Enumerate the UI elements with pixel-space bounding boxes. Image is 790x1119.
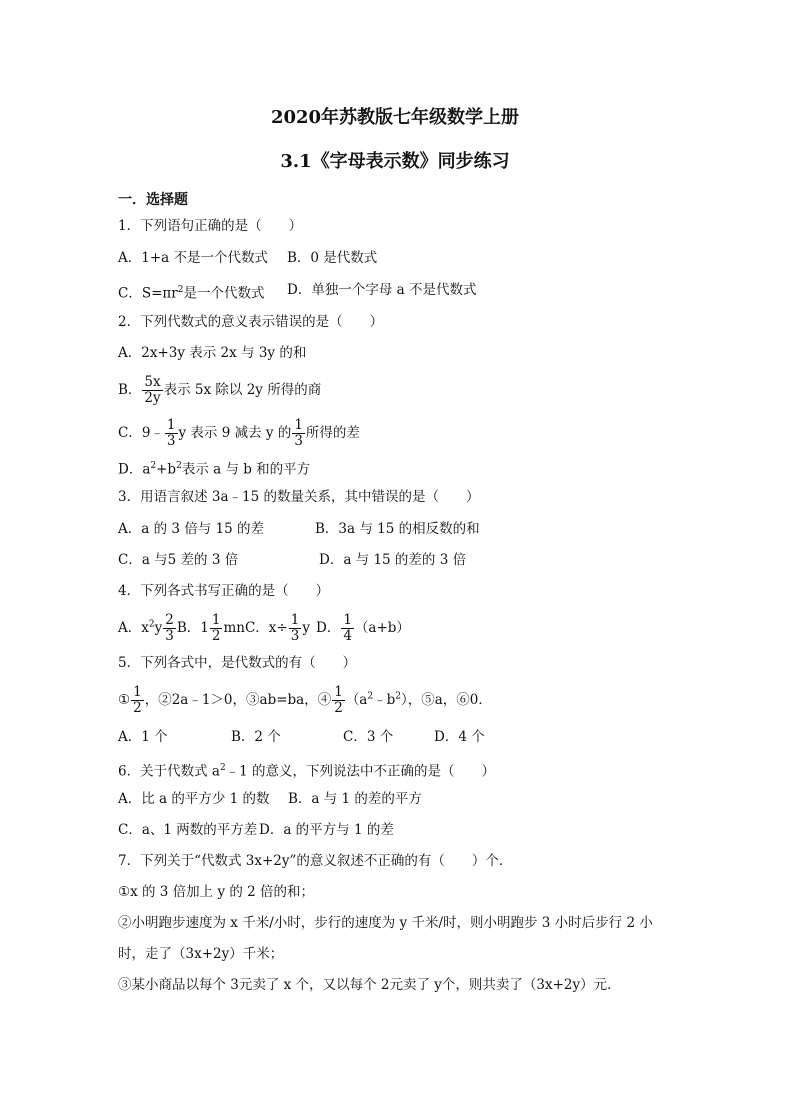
document-subtitle: 3.1《字母表示数》同步练习 bbox=[280, 151, 510, 172]
fraction: $\frac{1}{2}$ bbox=[334, 684, 343, 716]
q1-option-d: D．单独一个字母 a 不是代数式 bbox=[287, 282, 477, 298]
q1-option-a: A．1+a 不是一个代数式 bbox=[118, 250, 268, 266]
q6-option-b: B．a 与 1 的差的平方 bbox=[288, 791, 422, 807]
question-4-stem: 4．下列各式书写正确的是（ ） bbox=[118, 583, 330, 599]
q2-option-a: A．2x+3y 表示 2x 与 3y 的和 bbox=[118, 345, 307, 361]
question-1-stem: 1．下列语句正确的是（ ） bbox=[118, 218, 303, 234]
q4-options bbox=[118, 613, 310, 644]
document-title: 2020年苏教版七年级数学上册 bbox=[270, 107, 520, 128]
q4-option-a: A．$x^2y$ $\frac{2}{3}$ bbox=[118, 612, 174, 644]
q3-option-d: D．a 与 15 的差的 3 倍 bbox=[319, 552, 467, 568]
q3-option-b: B．3a 与 15 的相反数的和 bbox=[315, 521, 480, 537]
q5-option-b: B．2 个 bbox=[231, 729, 281, 745]
fraction: $\frac{1}{2}$ bbox=[133, 684, 142, 716]
section-heading: 一．选择题 bbox=[118, 192, 188, 208]
question-2-stem: 2．下列代数式的意义表示错误的是（ ） bbox=[118, 314, 384, 330]
fraction: $\frac{1}{3}$ bbox=[290, 612, 300, 644]
q2-option-d: D．$a^2+b^2$表示 a 与 b 和的平方 bbox=[118, 461, 311, 478]
fraction: $\frac{5x}{2y}$ bbox=[144, 374, 161, 406]
fraction: $\frac{1}{3}$ bbox=[166, 417, 176, 449]
q5-option-a: A．1 个 bbox=[118, 729, 168, 745]
q6-option-c: C．a、1 两数的平方差 bbox=[118, 822, 258, 838]
fraction: $\frac{1}{3}$ bbox=[294, 417, 303, 449]
q2-option-c: C．9﹣ $\frac{1}{3}$ y 表示 9 减去 y 的 $\frac{1}{3}$ 所得的差 bbox=[118, 417, 360, 449]
question-7-stem: 7．下列关于“代数式 3x+2y”的意义叙述不正确的有（ ）个． bbox=[118, 853, 513, 869]
fraction: $\frac{1}{4}$ bbox=[343, 612, 352, 644]
q4-option-d: D． $\frac{1}{4}$ （a+b） bbox=[316, 612, 410, 644]
question-3-stem: 3．用语言叙述 3a﹣15 的数量关系，其中错误的是（ ） bbox=[118, 489, 480, 505]
q7-statement-2: ②小明跑步速度为 x 千米/小时，步行的速度为 y 千米/时，则小明跑步 3 小时后步行 2 小 bbox=[118, 915, 653, 931]
q6-option-d: D．a 的平方与 1 的差 bbox=[259, 822, 394, 838]
q4-option-c: C．x÷ $\frac{1}{3}$ y bbox=[244, 612, 310, 644]
q5-expressions: ① $\frac{1}{2}$ ，②2a﹣1＞0，③ab=ba，④ $\frac{1}{2}$ $(a^2﹣b^2)$，⑤a，⑥0． bbox=[118, 684, 492, 716]
q1-option-c: C．$S=\pi r^2$是一个代数式 bbox=[118, 285, 265, 302]
q7-statement-2-continued: 时，走了（3x+2y）千米； bbox=[118, 946, 284, 962]
q5-option-c: C．3 个 bbox=[343, 729, 394, 745]
q2-option-b: B． $\frac{5x}{2y}$ 表示 5x 除以 2y 所得的商 bbox=[118, 374, 322, 406]
q3-option-a: A．a 的 3 倍与 15 的差 bbox=[118, 521, 265, 537]
q5-option-d: D．4 个 bbox=[434, 729, 485, 745]
q4-option-b: B．1 $\frac{1}{2}$ mn bbox=[176, 612, 245, 644]
q7-statement-3: ③某小商品以每个 3元卖了 x 个，又以每个 2元卖了 y个，则共卖了（3x+2y）元． bbox=[118, 977, 621, 993]
q1-option-b: B．0 是代数式 bbox=[287, 250, 378, 266]
fraction: $\frac{2}{3}$ bbox=[165, 612, 174, 644]
question-6-stem: 6．关于代数式 $a^2﹣1$ 的意义，下列说法中不正确的是（ ） bbox=[118, 763, 496, 780]
q3-option-c: C．a 与5 差的 3 倍 bbox=[118, 552, 239, 568]
fraction: $\frac{1}{2}$ bbox=[211, 612, 221, 644]
q6-option-a: A．比 a 的平方少 1 的数 bbox=[118, 791, 270, 807]
question-5-stem: 5．下列各式中，是代数式的有（ ） bbox=[118, 655, 357, 671]
q7-statement-1: ①x 的 3 倍加上 y 的 2 倍的和； bbox=[118, 884, 315, 900]
